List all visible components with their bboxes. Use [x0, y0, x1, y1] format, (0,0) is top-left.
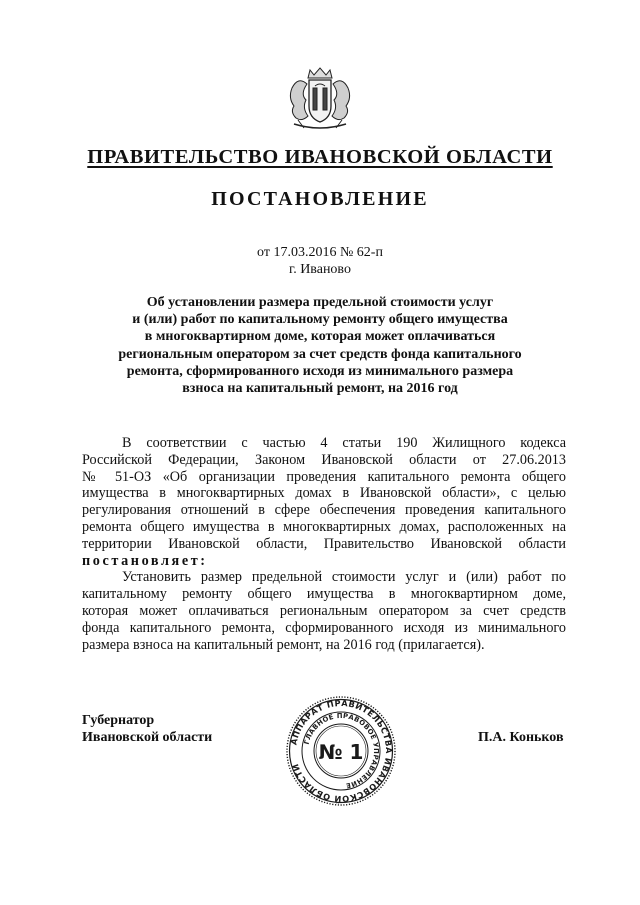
body-line: № 51-ОЗ «Об организации проведения капитального ремонта общего [82, 468, 566, 485]
subject-line: региональным оператором за счет средств фонда капитального [118, 346, 522, 362]
body-line: регулирования отношений в сфере обеспечения проведения капитального [82, 502, 566, 519]
seal-ring-text: АППАРАТ ПРАВИТЕЛЬСТВА ИВАНОВСКОЙ ОБЛАСТИ [288, 697, 395, 805]
document-city: г. Иваново [289, 262, 351, 277]
resolves-word: постановляет: [82, 552, 208, 569]
document-subject [88, 294, 552, 397]
body-line: размера взноса на капитальный ремонт, на 2016 год (прилагается). [82, 636, 485, 653]
body-line: В соответствии с частью 4 статьи 190 Жилищного кодекса [122, 435, 566, 451]
body-line: Установить размер предельной стоимости услуг и (или) работ по [122, 569, 566, 586]
official-seal-icon [285, 695, 397, 807]
organization-title: ПРАВИТЕЛЬСТВО ИВАНОВСКОЙ ОБЛАСТИ [87, 146, 553, 168]
subject-line: ремонта, сформированного исходя из минимального размера [126, 363, 514, 379]
document-type: ПОСТАНОВЛЕНИЕ [211, 188, 429, 210]
coat-of-arms-icon [282, 66, 358, 134]
signatory-title-line: Ивановской области [82, 730, 213, 745]
subject-line: и (или) работ по капитальному ремонту общего имущества [132, 312, 508, 328]
subject-line: взноса на капитальный ремонт, на 2016 год [182, 381, 458, 397]
signatory-name: П.А. Коньков [478, 730, 564, 745]
seal-inner-text: ГЛАВНОЕ ПРАВОВОЕ УПРАВЛЕНИЕ [302, 711, 381, 790]
body-line: капитальному ремонту общего имущества в многоквартирном доме, [82, 586, 566, 603]
signatory-title [82, 712, 212, 746]
subject-line: Об установлении размера предельной стоимости услуг [146, 295, 494, 310]
subject-line: в многоквартирном доме, которая может оплачиваться [144, 329, 496, 345]
body-line: фонда капитального ремонта, сформированного исходя из минимального [82, 619, 566, 636]
body-line: ремонта общего имущества в многоквартирных домах, расположенных на [82, 518, 566, 535]
body-line: территории Ивановской области, Правительство Ивановской области [82, 535, 566, 552]
body-line: Российской Федерации, Законом Ивановской области от 27.06.2013 [82, 451, 566, 468]
seal-number: № 1 [318, 740, 364, 764]
body-line: имущества в многоквартирных домах в Ивановской области», с целью [82, 485, 566, 502]
signatory-title-line: Губернатор [82, 713, 155, 728]
body-line: которая может оплачиваться региональным оператором за счет средств [82, 602, 566, 619]
document-body [82, 435, 566, 653]
document-date: от 17.03.2016 № 62-п [257, 245, 383, 260]
